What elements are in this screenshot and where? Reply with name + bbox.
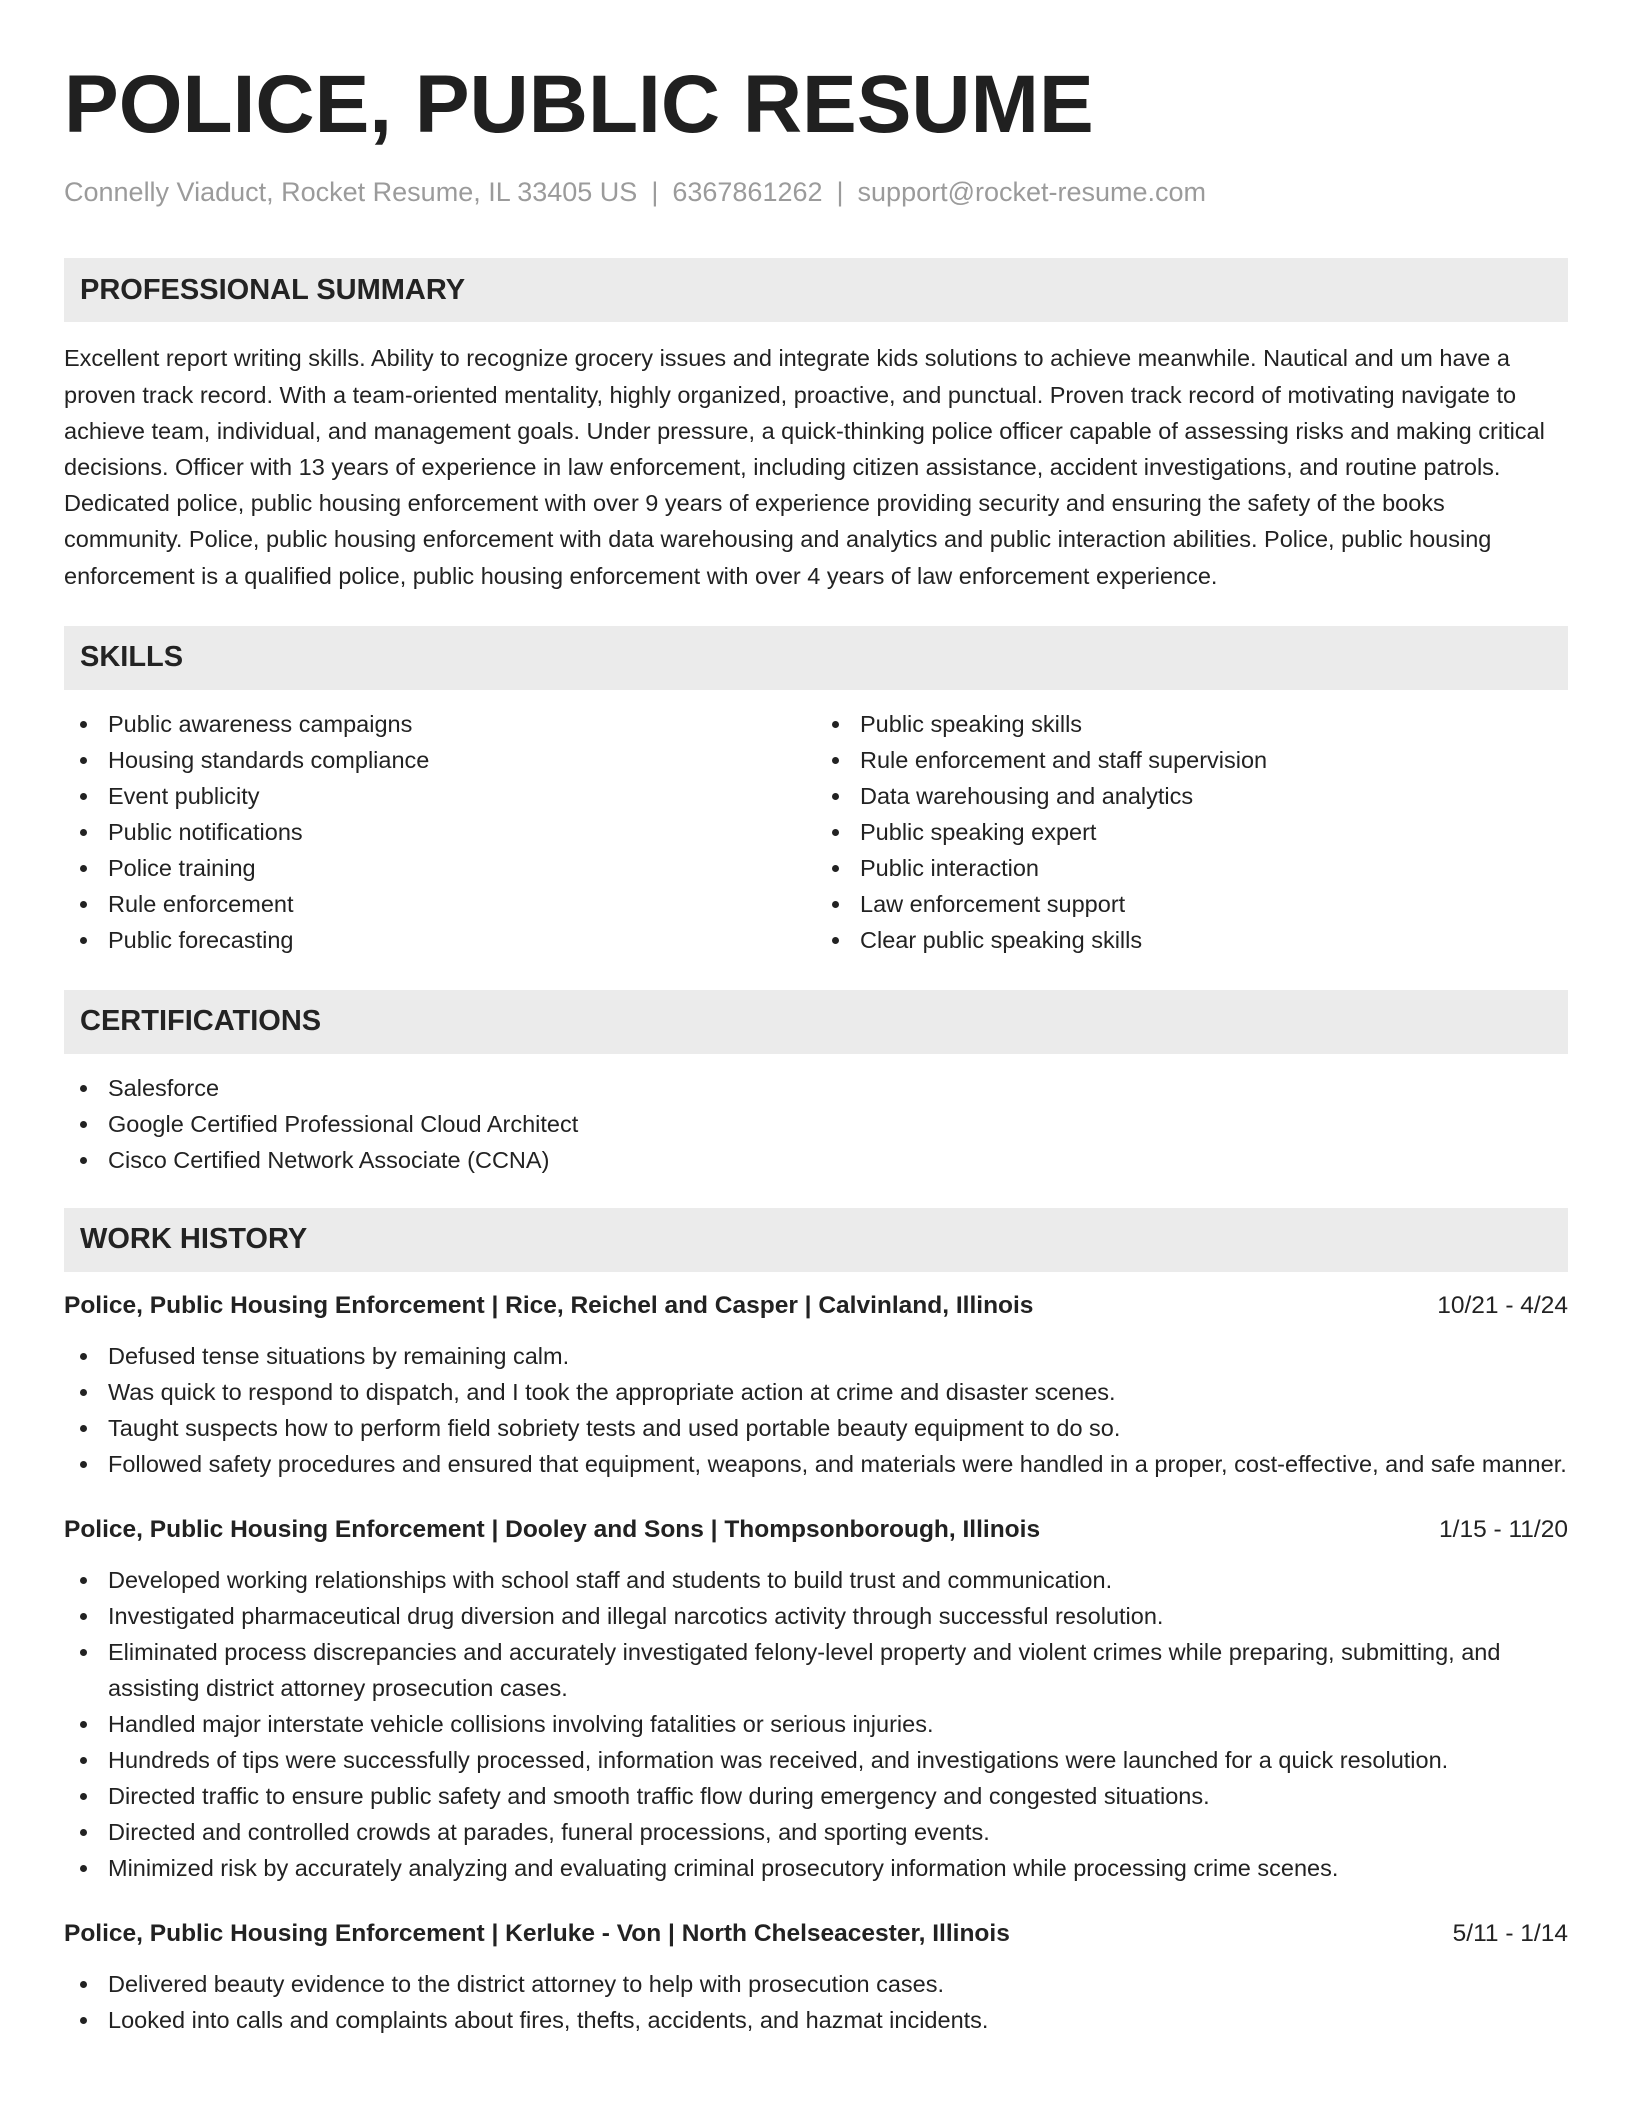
- job-heading: Police, Public Housing Enforcement | Kerluke - Von | North Chelseacester, Illinois: [64, 1919, 1010, 1947]
- job-bullet: Defused tense situations by remaining calm.: [64, 1338, 1568, 1374]
- contact-separator: |: [651, 177, 659, 207]
- job-dates: 1/15 - 11/20: [1439, 1515, 1568, 1543]
- job-bullet: Followed safety procedures and ensured that equipment, weapons, and materials were handled in a proper, cost-effective, and safe manner.: [64, 1446, 1568, 1482]
- job-bullet: Taught suspects how to perform field sobriety tests and used portable beauty equipment to do so.: [64, 1410, 1568, 1446]
- job-bullet-list: [64, 1338, 1568, 1482]
- skill-item: Public interaction: [816, 850, 1568, 886]
- job-entry: [64, 1920, 1568, 2038]
- job-heading: Police, Public Housing Enforcement | Dooley and Sons | Thompsonborough, Illinois: [64, 1515, 1041, 1543]
- job-bullet: Directed and controlled crowds at parades, funeral processions, and sporting events.: [64, 1814, 1568, 1850]
- job-heading: Police, Public Housing Enforcement | Rice, Reichel and Casper | Calvinland, Illinois: [64, 1291, 1034, 1319]
- skills-list-left: [64, 706, 816, 958]
- certification-item: Cisco Certified Network Associate (CCNA): [64, 1142, 1568, 1178]
- job-heading-row: [64, 1516, 1568, 1544]
- section-header-summary: PROFESSIONAL SUMMARY: [64, 258, 1568, 322]
- job-bullet: Developed working relationships with school staff and students to build trust and communication.: [64, 1562, 1568, 1598]
- certifications-list: [64, 1070, 1568, 1178]
- skill-item: Public speaking skills: [816, 706, 1568, 742]
- contact-phone: 6367861262: [672, 177, 823, 207]
- job-bullet: Hundreds of tips were successfully processed, information was received, and investigations were launched for a quick resolution.: [64, 1742, 1568, 1778]
- skills-list-right: [816, 706, 1568, 958]
- certification-item: Salesforce: [64, 1070, 1568, 1106]
- section-header-skills: SKILLS: [64, 626, 1568, 690]
- job-heading-row: [64, 1292, 1568, 1320]
- contact-email: support@rocket-resume.com: [857, 177, 1207, 207]
- skill-item: Public awareness campaigns: [64, 706, 816, 742]
- skill-item: Rule enforcement: [64, 886, 816, 922]
- job-bullet: Directed traffic to ensure public safety and smooth traffic flow during emergency and congested situations.: [64, 1778, 1568, 1814]
- section-header-certifications: CERTIFICATIONS: [64, 990, 1568, 1054]
- job-bullet: Minimized risk by accurately analyzing and evaluating criminal prosecutory information while processing crime scenes.: [64, 1850, 1568, 1886]
- skill-item: Clear public speaking skills: [816, 922, 1568, 958]
- job-bullet: Eliminated process discrepancies and accurately investigated felony-level property and violent crimes while preparing, submitting, and assisting district attorney prosecution cases.: [64, 1634, 1568, 1706]
- job-bullet: Delivered beauty evidence to the district attorney to help with prosecution cases.: [64, 1966, 1568, 2002]
- job-heading-row: [64, 1920, 1568, 1948]
- job-entry: [64, 1516, 1568, 1886]
- skill-item: Law enforcement support: [816, 886, 1568, 922]
- summary-text: Excellent report writing skills. Ability to recognize grocery issues and integrate kids solutions to achieve meanwhile. Nautical and um have a proven track record. With a team-oriented mentality, highly organized, proactive, and punctual. Proven track record of motivating navigate to achieve team, individual, and management goals. Under pressure, a quick-thinking police officer capable of assessing risks and making critical decisions. Officer with 13 years of experience in law enforcement, including citizen assistance, accident investigations, and routine patrols. Dedicated police, public housing enforcement with over 9 years of experience providing security and ensuring the safety of the books community. Police, public housing enforcement with data warehousing and analytics and public interaction abilities. Police, public housing enforcement is a qualified police, public housing enforcement with over 4 years of law enforcement experience.: [64, 345, 1545, 589]
- skill-item: Public notifications: [64, 814, 816, 850]
- job-dates: 5/11 - 1/14: [1452, 1919, 1568, 1947]
- job-bullet: Investigated pharmaceutical drug diversion and illegal narcotics activity through successful resolution.: [64, 1598, 1568, 1634]
- job-bullet: Looked into calls and complaints about fires, thefts, accidents, and hazmat incidents.: [64, 2002, 1568, 2038]
- skill-item: Public forecasting: [64, 922, 816, 958]
- skill-item: Police training: [64, 850, 816, 886]
- job-bullet-list: [64, 1966, 1568, 2038]
- skill-item: Event publicity: [64, 778, 816, 814]
- job-dates: 10/21 - 4/24: [1437, 1291, 1568, 1319]
- certification-item: Google Certified Professional Cloud Architect: [64, 1106, 1568, 1142]
- job-bullet: Was quick to respond to dispatch, and I took the appropriate action at crime and disaster scenes.: [64, 1374, 1568, 1410]
- contact-address: Connelly Viaduct, Rocket Resume, IL 33405 US: [64, 177, 638, 207]
- contact-line: [64, 176, 1568, 208]
- job-bullet-list: [64, 1562, 1568, 1886]
- skills-grid: [64, 706, 1568, 958]
- job-bullet: Handled major interstate vehicle collisions involving fatalities or serious injuries.: [64, 1706, 1568, 1742]
- job-entry: [64, 1292, 1568, 1482]
- skill-item: Housing standards compliance: [64, 742, 816, 778]
- section-header-work-history: WORK HISTORY: [64, 1208, 1568, 1272]
- resume-title: POLICE, PUBLIC RESUME: [64, 59, 1094, 150]
- skill-item: Rule enforcement and staff supervision: [816, 742, 1568, 778]
- skill-item: Data warehousing and analytics: [816, 778, 1568, 814]
- skill-item: Public speaking expert: [816, 814, 1568, 850]
- contact-separator: |: [836, 177, 844, 207]
